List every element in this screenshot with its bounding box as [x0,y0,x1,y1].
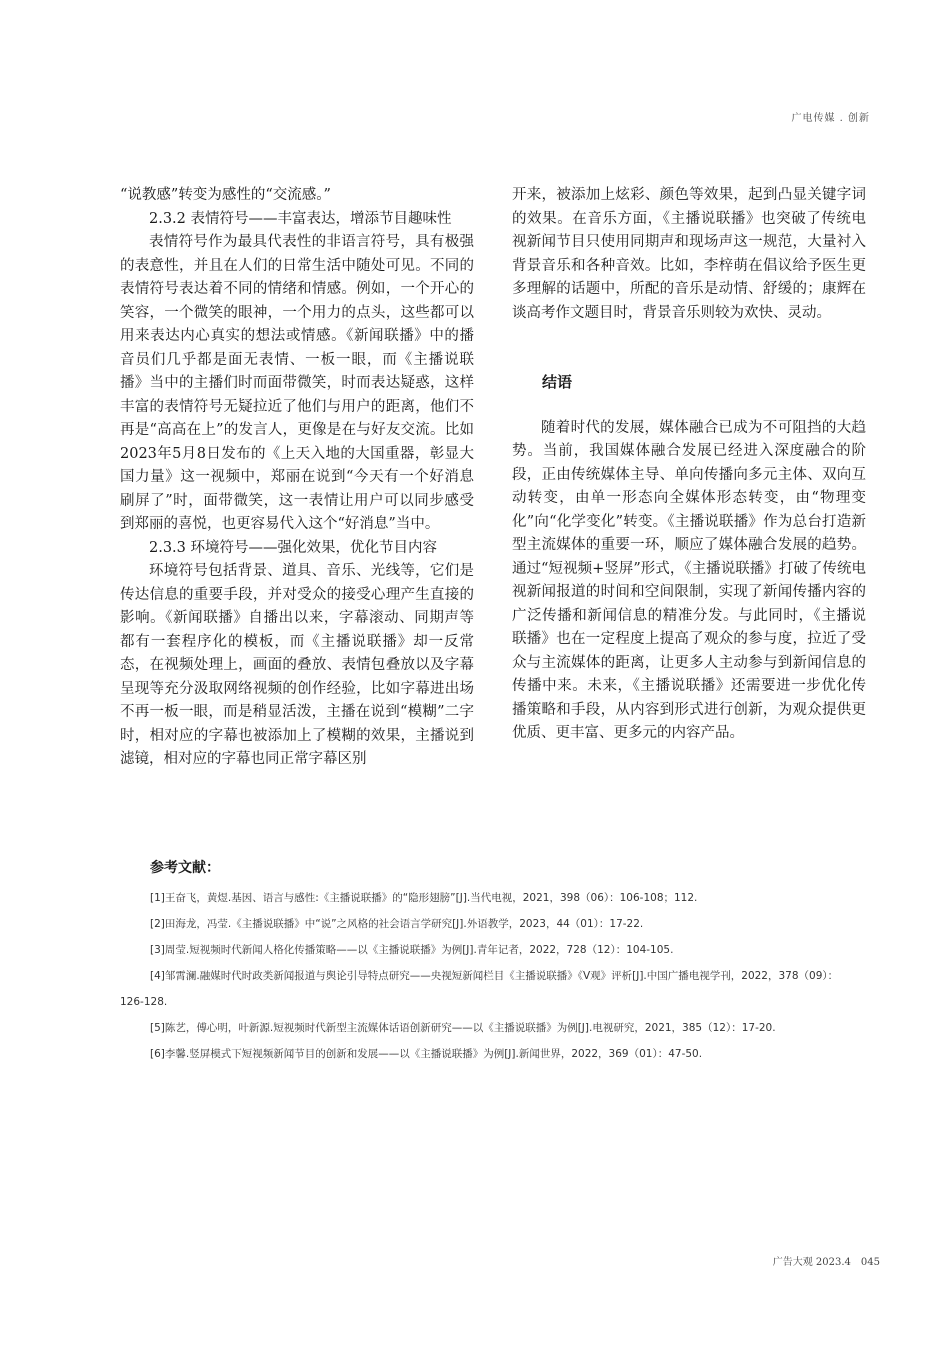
reference-item: [3]周莹.短视频时代新闻人格化传播策略——以《主播说联播》为例[J].青年记者，2022，728（12）：104-105. [150,944,674,956]
paragraph: 开来，被添加上炫彩、颜色等效果，起到凸显关键字词的效果。在音乐方面，《主播说联播》也突破了传统电视新闻节目只使用同期声和现场声这一规范，大量衬入背景音乐和各种音效。比如，李梓萌在倡议给予医生更多理解的话题中，所配的音乐是动情、舒缓的；康辉在谈高考作文题目时，背景音乐则较为欢快、灵动。 [512,187,866,321]
reference-item: [6]李馨.竖屏模式下短视频新闻节目的创新和发展——以《主播说联播》为例[J].新闻世界，2022，369（01）：47-50. [150,1048,703,1060]
reference-item: [2]田海龙，冯莹.《主播说联播》中“说”之风格的社会语言学研究[J].外语教学，2023，44（01）：17-22. [150,918,644,930]
reference-item: [1]王奋飞，黄煜.基因、语言与感性:《主播说联播》的“隐形翅膀”[J].当代电视，2021，398（06）：106-108；112. [150,892,698,904]
right-column [512,184,866,746]
references-title: 参考文献： [150,860,220,876]
reference-item: [5]陈艺，傅心明，叶新源.短视频时代新型主流媒体话语创新研究——以《主播说联播》为例[J].电视研究，2021，385（12）：17-20. [150,1022,776,1034]
conclusion-heading: 结语 [542,373,573,391]
paragraph: 表情符号作为最具代表性的非语言符号，具有极强的表意性，并且在人们的日常生活中随处可见。不同的表情符号表达着不同的情绪和情感。例如，一个开心的笑容，一个微笑的眼神，一个用力的点头，这些都可以用来表达内心真实的想法或情感。《新闻联播》中的播音员们几乎都是面无表情、一板一眼，而《主播说联播》当中的主播们时而面带微笑，时而表达疑惑，这样丰富的表情符号无疑拉近了他们与用户的距离，他们不再是“高高在上”的发言人，更像是在与好友交流。比如2023年5月8日发布的《上天入地的大国重器，彰显大国力量》这一视频中，郑丽在说到“今天有一个好消息刷屏了”时，面带微笑，这一表情让用户可以同步感受到郑丽的喜悦，也更容易代入这个“好消息”当中。 [120,234,474,532]
reference-list [120,885,860,1067]
section-tag: 广电传媒 . 创新 [791,113,870,124]
references [120,857,860,1067]
subsection-heading: 2.3.2 表情符号——丰富表达，增添节目趣味性 [149,210,452,227]
paragraph: 环境符号包括背景、道具、音乐、光线等，它们是传达信息的重要手段，并对受众的接受心理产生直接的影响。《新闻联播》自播出以来，字幕滚动、同期声等都有一套程序化的模板，而《主播说联播》却一反常态，在视频处理上，画面的叠放、表情包叠放以及字幕呈现等充分汲取网络视频的创作经验，比如字幕进出场不再一板一眼，而是稍显活泼，主播在说到“模糊”二字时，相对应的字幕也被添加上了模糊的效果，主播说到滤镜，相对应的字幕也同正常字幕区别 [120,563,474,767]
paragraph: “说教感”转变为感性的“交流感。” [120,187,331,203]
paragraph: 随着时代的发展，媒体融合已成为不可阻挡的大趋势。当前，我国媒体融合发展已经进入深度融合的阶段，正由传统媒体主导、单向传播向多元主体、双向互动转变，由单一形态向全媒体形态转变，由“物理变化”向“化学变化”转变。《主播说联播》作为总台打造新型主流媒体的重要一环，顺应了媒体融合发展的趋势。通过“短视频+竖屏”形式，《主播说联播》打破了传统电视新闻报道的时间和空间限制，实现了新闻传播内容的广泛传播和新闻信息的精准分发。与此同时，《主播说联播》也在一定程度上提高了观众的参与度，拉近了受众与主流媒体的距离，让更多人主动参与到新闻信息的传播中来。未来，《主播说联播》还需要进一步优化传播策略和手段，从内容到形式进行创新，为观众提供更优质、更丰富、更多元的内容产品。 [512,419,866,741]
left-column [120,184,474,772]
page-footer [720,1253,880,1268]
subsection-heading: 2.3.3 环境符号——强化效果，优化节目内容 [149,539,438,556]
reference-item: [4]邹霄澜.融媒时代时政类新闻报道与舆论引导特点研究——央视短新闻栏目《主播说联播》《V观》评析[J].中国广播电视学刊，2022，378（09）：126-128. [120,970,839,1008]
journal-issue: 广告大观 2023.4 [772,1257,851,1268]
page-number: 045 [860,1257,880,1268]
